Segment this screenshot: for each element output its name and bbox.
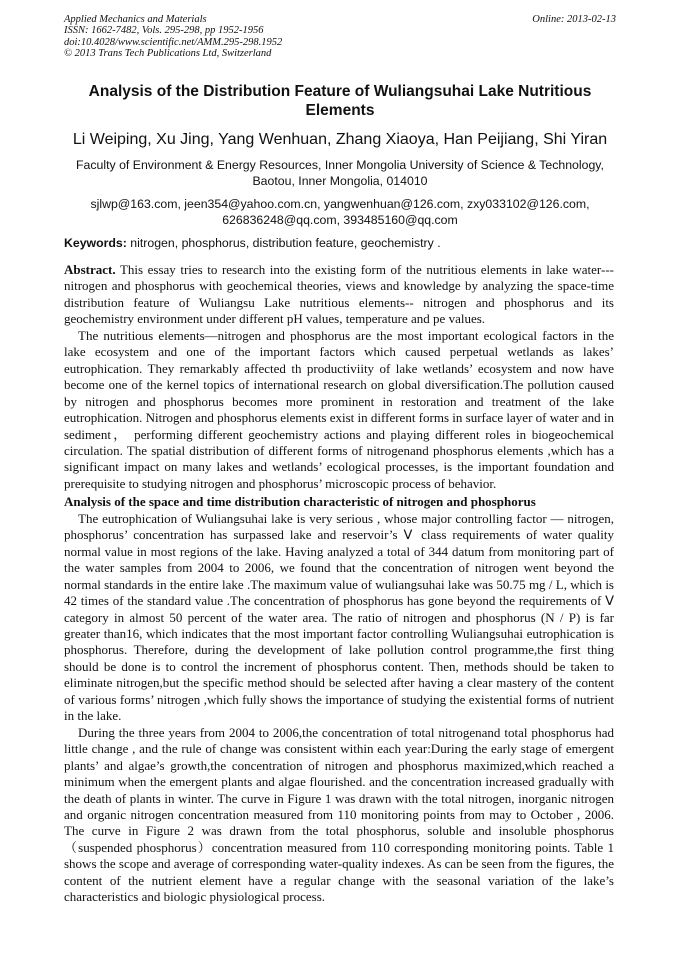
- intro-paragraph: The nutritious elements—nitrogen and phosphorus are the most important ecological factors in the lake ecosystem and one of the important factors which caused perpetual wetlands as lakes’ eutrophication. They remarkably affected th productiviity of lake wetlands’ ecosystem and now have become one of the kernel topics of international research on global diversification.The pollution caused by nitrogen and phosphorus becomes more prominent in restoration and treatment of the lake eutrophication. Nitrogen and phosphorus elements exist in different forms in surface layer of water and in sediment， performing different geochemistry actions and playing different roles in biogeochemical circulation. The spatial distribution of different forms of nitrogenand phosphorus elements ,which has a significant impact on many lakes and wetlands’ ecological processes, is the important foundation and prerequisite to studying nitrogen and phosphorus’ microscopic process of behavior.: [64, 327, 614, 491]
- authors: Li Weiping, Xu Jing, Yang Wenhuan, Zhang Xiaoya, Han Peijiang, Shi Yiran: [72, 131, 608, 148]
- issn: ISSN: 1662-7482, Vols. 295-298, pp 1952-1956: [64, 25, 264, 37]
- journal-name: Applied Mechanics and Materials: [64, 14, 207, 25]
- abstract-text: This essay tries to research into the existing form of the nutritious elements in lake water--- nitrogen and phosphorus with geochemical theories, views and knowledge by analyzing the space-time distribution feature of Wuliangsu Lake nutritious elements-- nitrogen and phosphorus and its geochemistry environment under different pH values, temperature and pe values.: [64, 262, 614, 327]
- abstract-label: Abstract.: [64, 262, 116, 277]
- keywords: [64, 236, 616, 250]
- keywords-text: nitrogen, phosphorus, distribution feature, geochemistry .: [126, 236, 441, 250]
- online-date: Online: 2013-02-13: [532, 14, 616, 25]
- abstract: [64, 262, 614, 328]
- paper-title: Analysis of the Distribution Feature of Wuliangsuhai Lake Nutritious Elements: [88, 83, 592, 119]
- copyright: © 2013 Trans Tech Publications Ltd, Switzerland: [64, 47, 272, 59]
- journal-header: [64, 14, 616, 59]
- emails: sjlwp@163.com, jeen354@yahoo.com.cn, yangwenhuan@126.com, zxy033102@126.com, 626836248@qq.com, 393485160@qq.com: [90, 197, 590, 227]
- section-heading: Analysis of the space and time distribution characteristic of nitrogen and phosphorus: [64, 494, 536, 510]
- section-paragraph: During the three years from 2004 to 2006,the concentration of total nitrogenand total phosphorus had little change , and the rule of change was consistent within each year:During the early stage of emergent plants’ and algae’s growth,the concentration of nitrogen and phosphorus maximized,which reached a minimum when the emergent plants and algae flourished. and the concentration increased gradually with the death of plants in winter. The curve in Figure 1 was drawn with the total nitrogen, inorganic nitrogen and organic nitrogen concentration measured from 110 monitoring points from may to October , 2006. The curve in Figure 2 was drawn from the total phosphorus, soluble and insoluble phosphorus （suspended phosphorus）concentration measured from 110 corresponding monitoring points. Table 1 shows the scope and average of corresponding water-quality indexes. As can be seen from the figures, the content of the nutrient element have a regular change with the seasonal variation of the lake’s characteristics and biologic physiological process.: [64, 724, 614, 905]
- doi: doi:10.4028/www.scientific.net/AMM.295-298.1952: [64, 36, 283, 48]
- affiliation: Faculty of Environment & Energy Resources, Inner Mongolia University of Science & Technology, Baotou, Inner Mongolia, 014010: [76, 158, 604, 188]
- section-paragraph: The eutrophication of Wuliangsuhai lake is very serious , whose major controlling factor — nitrogen, phosphorus’ concentration has surpassed lake and reservoir’s Ⅴ class requirements of water quality normal value in most regions of the lake. Having analyzed a total of 344 datum from monitoring part of the water samples from 2004 to 2006, we found that the concentration of nitrogen went beyond the normal standards in the entire lake .The maximum value of wuliangsuhai lake was 50.75 mg / L, which is 42 times of the standard value .The concentration of phosphorus has gone beyond the requirements of Ⅴ category in almost 50 percent of the water area. The ratio of nitrogen and phosphorus (N / P) is far greater than16, which indicates that the most important factor controlling Wuliangsuhai eutrophication is phosphorus. Therefore, during the development of lake pollution control programme,the first thing should be done is to control the increment of phosphorus content. Then, methods should be taken to eliminate nitrogen,but the specific method should be selected after having a clear mastery of the content of various forms’ nitrogen ,which fully shows the importance of studying the existential forms of nutrient in the lake.: [64, 510, 614, 724]
- keywords-label: Keywords:: [64, 236, 127, 250]
- paper-body: [64, 262, 614, 906]
